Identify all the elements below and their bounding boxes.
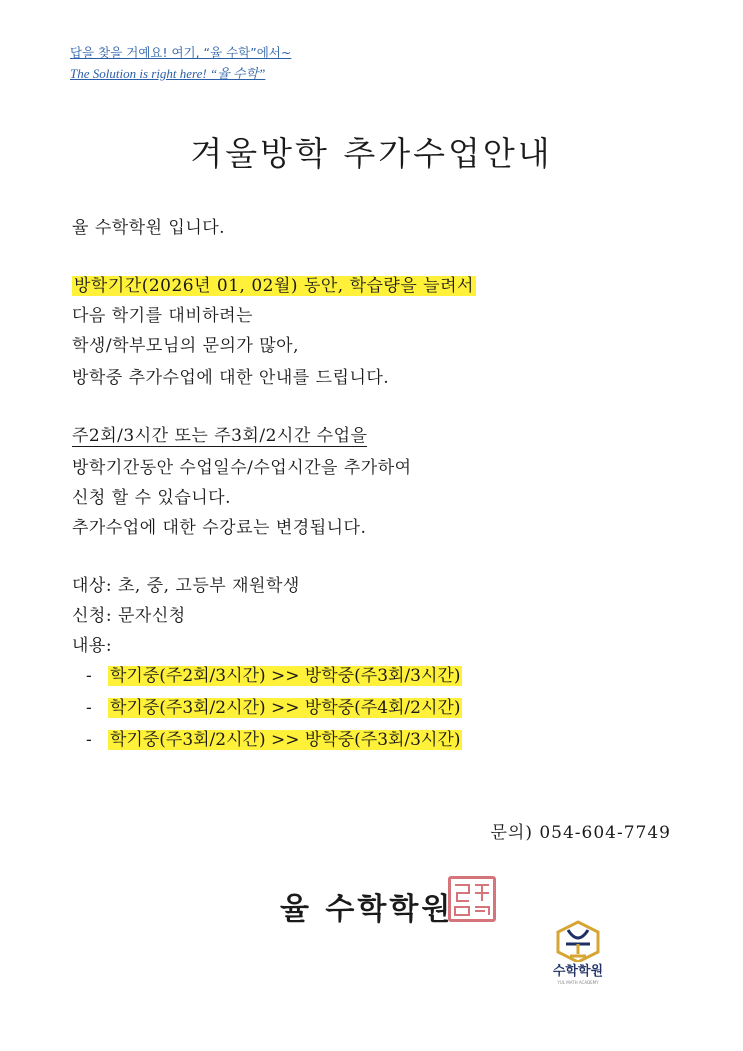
para1-line3: 학생/학부모님의 문의가 많아, (72, 336, 300, 356)
slogan-korean: 답을 찾을 거예요! 여기, “율 수학”에서~ (70, 45, 292, 60)
academy-name: 율 수학학원 (280, 892, 454, 927)
logo-mark-icon (528, 918, 628, 962)
academy-logo (528, 918, 628, 996)
para1-line4: 방학중 추가수업에 대한 안내를 드립니다. (72, 368, 390, 388)
header-slogan (70, 42, 291, 84)
para2-line3: 신청 할 수 있습니다. (72, 488, 231, 508)
bullet-dash: - (86, 730, 92, 750)
page-title: 겨울방학 추가수업안내 (190, 134, 553, 173)
list-item-text: 학기중(주2회/3시간) >> 방학중(주3회/3시간) (110, 666, 461, 686)
bullet-dash: - (86, 666, 92, 686)
list-item (86, 664, 462, 688)
bullet-dash: - (86, 698, 92, 718)
highlighted-period: 방학기간(2026년 01, 02월) 동안, 학습량을 늘려서 (74, 276, 474, 296)
para2-line4: 추가수업에 대한 수강료는 변경됩니다. (72, 518, 367, 538)
intro-text: 율 수학학원 입니다. (72, 218, 226, 238)
list-item-text: 학기중(주3회/2시간) >> 방학중(주4회/2시간) (110, 698, 461, 718)
para2-line2: 방학기간동안 수업일수/수업시간을 추가하여 (72, 458, 412, 478)
list-item (86, 696, 462, 720)
content-label: 내용: (72, 636, 113, 656)
list-item-text: 학기중(주3회/2시간) >> 방학중(주3회/3시간) (110, 730, 461, 750)
underlined-schedule: 주2회/3시간 또는 주3회/2시간 수업을 (72, 426, 368, 446)
logo-text: 수학학원 (552, 964, 604, 979)
red-seal-stamp (448, 876, 496, 922)
slogan-english: The Solution is right here! “율 수학” (70, 66, 266, 81)
logo-subtext: YUL MATH ACADEMY (557, 980, 599, 985)
contact-phone: 문의) 054-604-7749 (490, 823, 671, 843)
para2-line1 (72, 424, 367, 448)
apply-line: 신청: 문자신청 (72, 606, 186, 626)
list-item (86, 728, 462, 752)
para1-line2: 다음 학기를 대비하려는 (72, 306, 254, 326)
para1-line1 (72, 274, 476, 298)
seal-pattern-icon (451, 879, 493, 919)
target-line: 대상: 초, 중, 고등부 재원학생 (72, 576, 300, 596)
